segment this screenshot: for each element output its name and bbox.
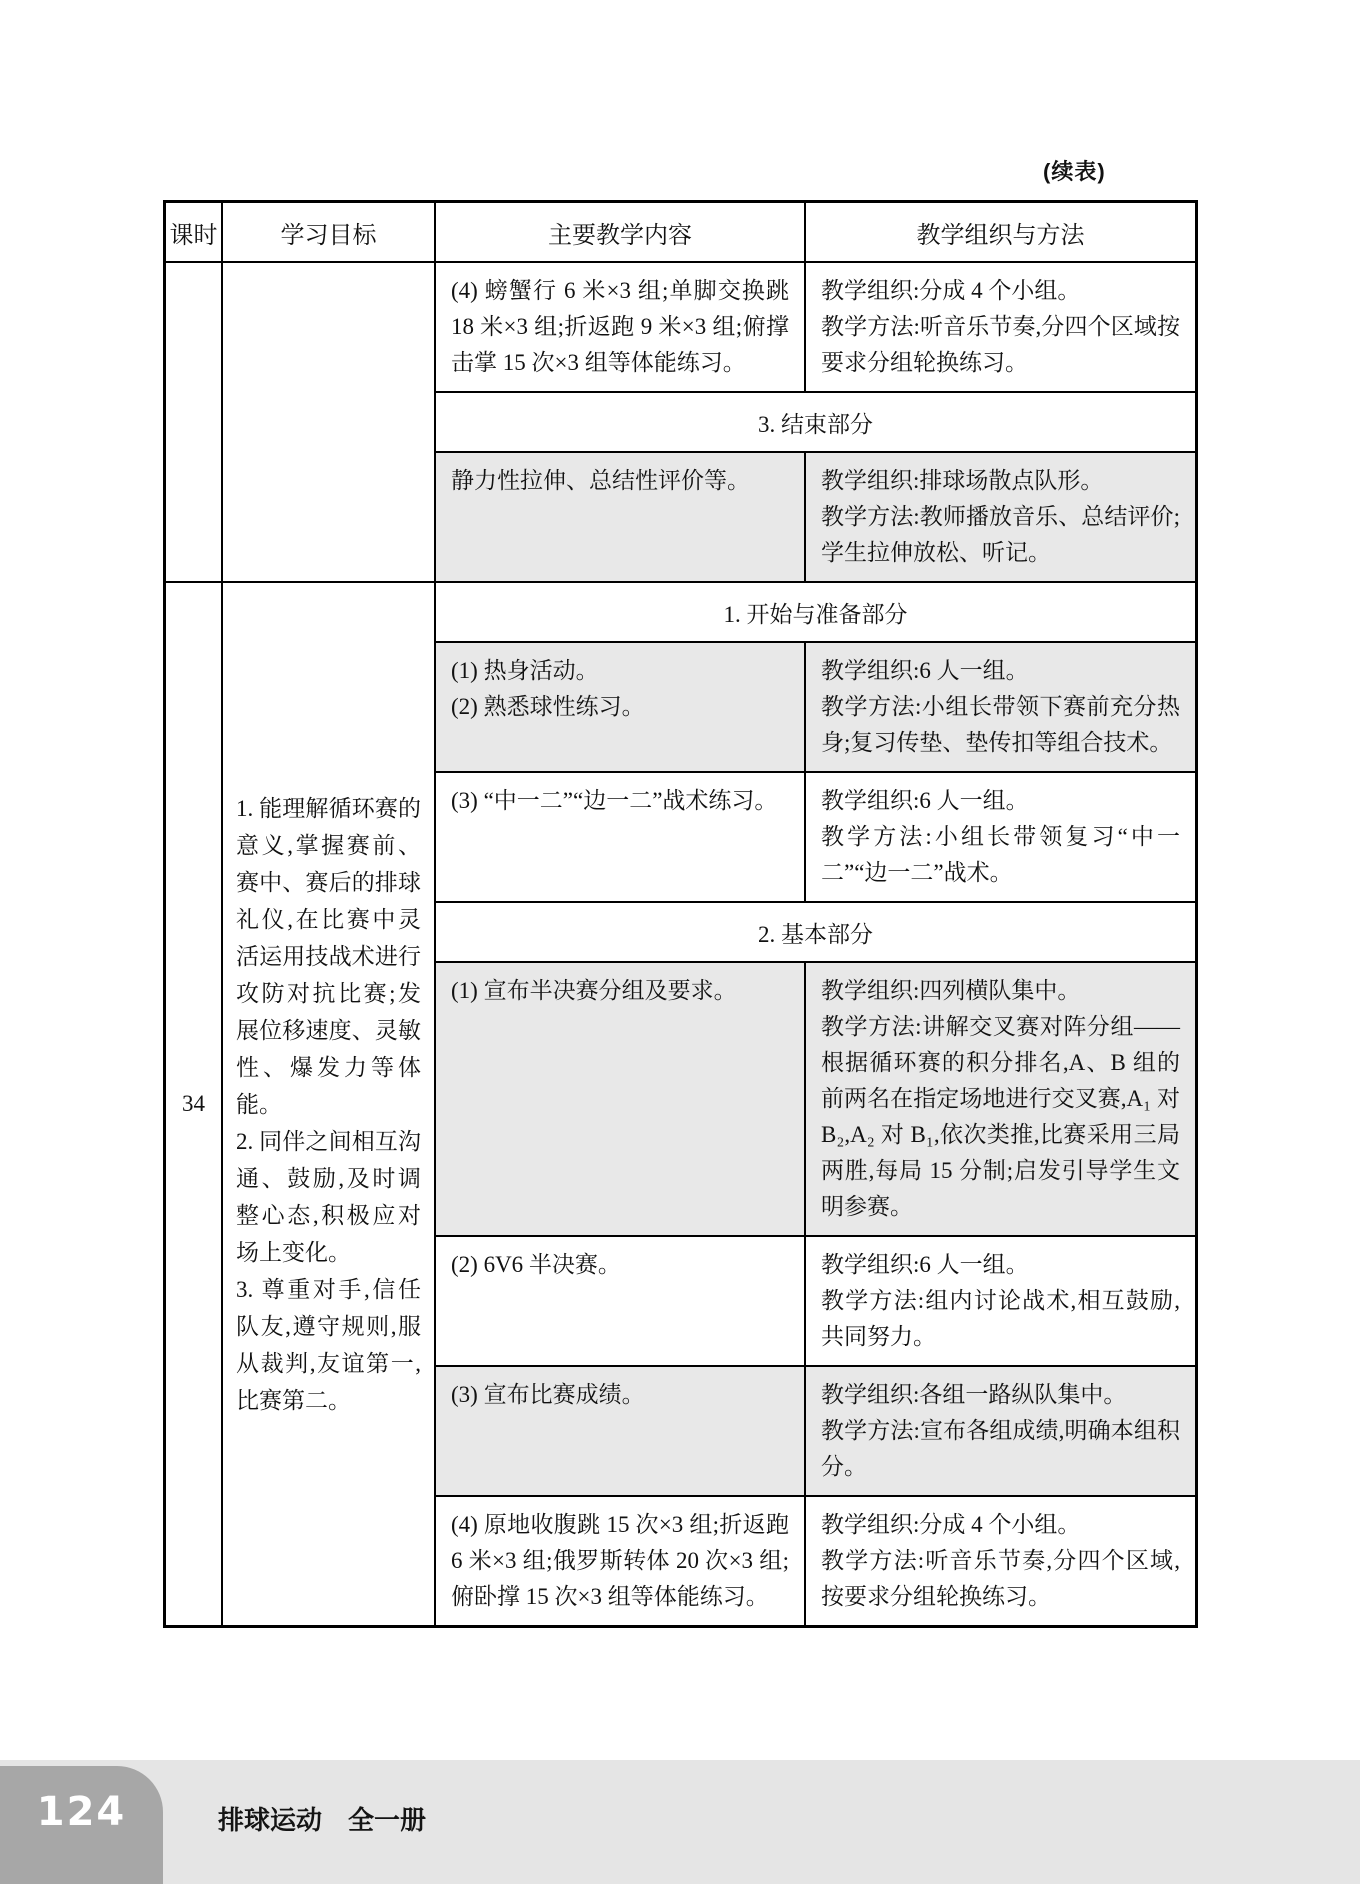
organization-methods-cell — [806, 1497, 1195, 1625]
method-paragraph: 教学组织:6 人一组。 — [821, 1252, 1029, 1277]
content-paragraph: (3) “中一二”“边一二”战术练习。 — [451, 788, 778, 813]
method-paragraph: 教学组织:分成 4 个小组。 — [821, 1512, 1081, 1537]
method-paragraph: 教学方法:讲解交叉赛对阵分组——根据循环赛的积分排名,A、B 组的前两名在指定场地进行交叉赛,A₁ 对 B₂,A₂ 对 B₁,依次类推,比赛采用三局两胜,每局 15 分制;启发引导学生文明参赛。 — [821, 1014, 1180, 1219]
teaching-content-cell — [436, 1497, 806, 1625]
section-title: 2. 基本部分 — [758, 921, 873, 947]
content-paragraph: (1) 宣布半决赛分组及要求。 — [451, 978, 737, 1003]
organization-methods-cell — [806, 1237, 1195, 1365]
page-number-badge — [0, 1766, 163, 1884]
method-paragraph: 教学方法:组内讨论战术,相互鼓励,共同努力。 — [821, 1288, 1180, 1349]
method-paragraph: 教学组织:6 人一组。 — [821, 788, 1029, 813]
content-paragraph: (4) 原地收腹跳 15 次×3 组;折返跑 6 米×3 组;俄罗斯转体 20 次×3 组;俯卧撑 15 次×3 组等体能练习。 — [451, 1512, 789, 1609]
content-row — [436, 1495, 1195, 1625]
lesson-block — [166, 263, 1195, 581]
teaching-content-cell — [436, 1367, 806, 1495]
teaching-content-cell — [436, 263, 806, 391]
content-row — [436, 641, 1195, 771]
content-paragraph: 静力性拉伸、总结性评价等。 — [451, 468, 750, 493]
section-header-row — [436, 391, 1195, 451]
method-paragraph: 教学组织:各组一路纵队集中。 — [821, 1382, 1127, 1407]
header-lesson-period: 课时 — [166, 203, 223, 261]
content-paragraph: (2) 熟悉球性练习。 — [451, 694, 645, 719]
lesson-period-cell — [166, 263, 223, 581]
organization-methods-cell — [806, 643, 1195, 771]
learning-objectives-cell — [223, 263, 436, 581]
section-title: 1. 开始与准备部分 — [723, 601, 908, 627]
teaching-content-cell — [436, 773, 806, 901]
method-paragraph: 教学方法:听音乐节奏,分四个区域按要求分组轮换练习。 — [821, 314, 1180, 375]
method-paragraph: 教学方法:宣布各组成绩,明确本组积分。 — [821, 1418, 1180, 1479]
organization-methods-cell — [806, 773, 1195, 901]
content-rows — [436, 263, 1195, 581]
table-header-row — [166, 203, 1195, 263]
header-main-teaching-content: 主要教学内容 — [436, 203, 806, 261]
method-paragraph: 教学组织:排球场散点队形。 — [821, 468, 1104, 493]
objective-item: 1. 能理解循环赛的意义,掌握赛前、赛中、赛后的排球礼仪,在比赛中灵活运用技战术进行攻防对抗比赛;发展位移速度、灵敏性、爆发力等体能。 — [236, 795, 421, 1117]
method-paragraph: 教学组织:四列横队集中。 — [821, 978, 1081, 1003]
content-row — [436, 1235, 1195, 1365]
table-body — [166, 263, 1195, 1625]
teaching-content-cell — [436, 643, 806, 771]
organization-methods-cell — [806, 453, 1195, 581]
method-paragraph: 教学组织:分成 4 个小组。 — [821, 278, 1081, 303]
organization-methods-cell — [806, 263, 1195, 391]
content-row — [436, 961, 1195, 1235]
section-title: 3. 结束部分 — [758, 411, 873, 437]
content-paragraph: (3) 宣布比赛成绩。 — [451, 1382, 645, 1407]
continued-table-label: (续表) — [1043, 159, 1106, 184]
section-header-row — [436, 583, 1195, 641]
lesson-period-cell: 34 — [166, 583, 223, 1625]
teaching-content-cell — [436, 963, 806, 1235]
header-learning-objectives: 学习目标 — [223, 203, 436, 261]
content-paragraph: (1) 热身活动。 — [451, 658, 599, 683]
page-footer — [0, 1760, 1360, 1884]
learning-objectives-cell — [223, 583, 436, 1625]
objective-item: 2. 同伴之间相互沟通、鼓励,及时调整心态,积极应对场上变化。 — [236, 1128, 421, 1265]
header-teaching-organization: 教学组织与方法 — [916, 222, 1085, 249]
section-header-row — [436, 901, 1195, 961]
page-number: 124 — [36, 1789, 127, 1835]
content-paragraph: (2) 6V6 半决赛。 — [451, 1252, 621, 1277]
teaching-content-cell — [436, 453, 806, 581]
method-paragraph: 教学方法:教师播放音乐、总结评价;学生拉伸放松、听记。 — [821, 504, 1180, 565]
organization-methods-cell — [806, 963, 1195, 1235]
teaching-content-cell — [436, 1237, 806, 1365]
content-paragraph: (4) 螃蟹行 6 米×3 组;单脚交换跳 18 米×3 组;折返跑 9 米×3 组;俯撑击掌 15 次×3 组等体能练习。 — [451, 278, 789, 375]
method-paragraph: 教学方法:小组长带领复习“中一二”“边一二”战术。 — [821, 824, 1180, 885]
method-paragraph: 教学方法:小组长带领下赛前充分热身;复习传垫、垫传扣等组合技术。 — [821, 694, 1180, 755]
method-paragraph: 教学方法:听音乐节奏,分四个区域,按要求分组轮换练习。 — [821, 1548, 1180, 1609]
lesson-block — [166, 581, 1195, 1625]
organization-methods-cell — [806, 1367, 1195, 1495]
content-row — [436, 1365, 1195, 1495]
content-row — [436, 451, 1195, 581]
method-paragraph: 教学组织:6 人一组。 — [821, 658, 1029, 683]
content-rows — [436, 583, 1195, 1625]
book-title: 排球运动 全一册 — [218, 1806, 427, 1836]
objective-item: 3. 尊重对手,信任队友,遵守规则,服从裁判,友谊第一,比赛第二。 — [236, 1276, 421, 1413]
content-row — [436, 263, 1195, 391]
content-row — [436, 771, 1195, 901]
lesson-schedule-table — [163, 200, 1198, 1628]
